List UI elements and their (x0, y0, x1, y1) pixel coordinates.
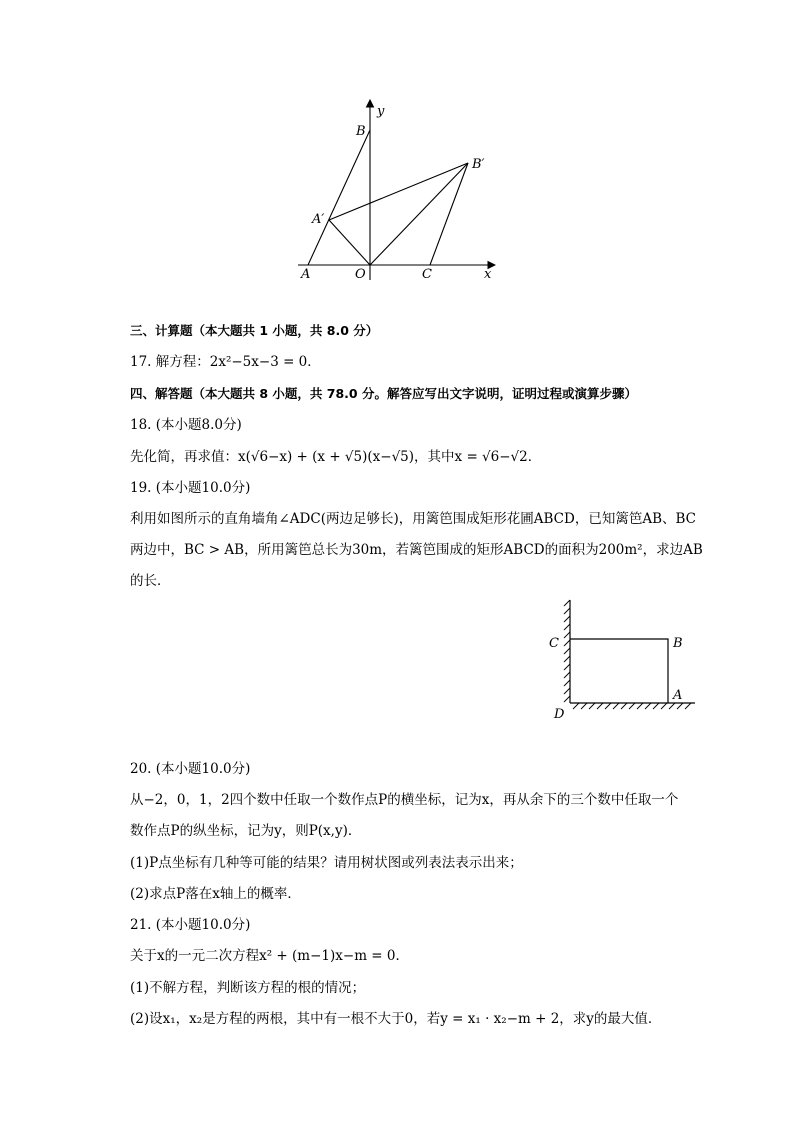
section-3-heading: 三、计算题（本大题共 1 小题，共 8.0 分） (130, 323, 379, 338)
label-A: A (673, 688, 683, 703)
label-B-prime: B′ (472, 157, 485, 172)
question-21-line-1: 关于x的一元二次方程x² + (m−1)x−m = 0． (130, 948, 409, 964)
question-21-header: 21. (本小题10.0分) (130, 917, 251, 933)
coordinate-geometry-figure (290, 95, 510, 290)
label-x: x (484, 267, 492, 282)
label-C: C (422, 267, 432, 282)
question-20-line-2: 数作点P的纵坐标，记为y，则P(x,y)． (130, 823, 362, 839)
label-B: B (356, 124, 366, 139)
label-B: B (673, 636, 683, 651)
segment-CB' (430, 163, 468, 265)
question-21-part-2: (2)设x₁，x₂是方程的两根，其中有一根不大于0，若y = x₁ · x₂−m + 2，求y的最大值． (130, 1011, 662, 1027)
ground-hatching (573, 703, 691, 709)
question-20-part-2: (2)求点P落在x轴上的概率． (130, 886, 301, 902)
question-19-line-1: 利用如图所示的直角墙角∠ADC(两边足够长)，用篱笆围成矩形花圃ABCD，已知篱笆AB、BC (130, 511, 696, 527)
label-y: y (377, 104, 385, 119)
question-19-line-2: 两边中，BC > AB，所用篱笆总长为30m，若篱笆围成的矩形ABCD的面积为200m²，求边AB (130, 542, 703, 558)
question-21-part-1: (1)不解方程，判断该方程的根的情况； (130, 980, 366, 996)
question-17: 17. 解方程：2x²−5x−3 = 0． (130, 354, 321, 370)
section-4-heading: 四、解答题（本大题共 8 小题，共 78.0 分。解答应写出文字说明，证明过程或演算步骤） (130, 386, 637, 401)
question-19-header: 19. (本小题10.0分) (130, 480, 251, 496)
label-A-prime: A′ (312, 212, 325, 227)
question-19-line-3: 的长． (130, 573, 171, 589)
segment-OB' (370, 163, 468, 265)
label-A: A (301, 267, 311, 282)
question-18-header: 18. (本小题8.0分) (130, 417, 242, 433)
label-O: O (355, 267, 366, 282)
question-18-text: 先化简，再求值：x(√6−x) + (x + √5)(x−√5)，其中x = √6−√2． (130, 449, 542, 465)
question-20-part-1: (1)P点坐标有几种等可能的结果？请用树状图或列表法表示出来； (130, 855, 523, 871)
wall-corner-rectangle-figure (545, 595, 705, 725)
question-20-line-1: 从−2，0，1，2四个数中任取一个数作点P的横坐标，记为x，再从余下的三个数中任取一个 (130, 792, 679, 808)
segment-AB (308, 130, 370, 265)
label-C: C (549, 636, 559, 651)
label-D: D (554, 707, 565, 722)
question-20-header: 20. (本小题10.0分) (130, 761, 251, 777)
vertical-wall-hatching (564, 600, 570, 702)
segment-A'O (329, 220, 370, 265)
segment-A'B' (329, 163, 468, 220)
rectangle-fence (570, 639, 668, 703)
